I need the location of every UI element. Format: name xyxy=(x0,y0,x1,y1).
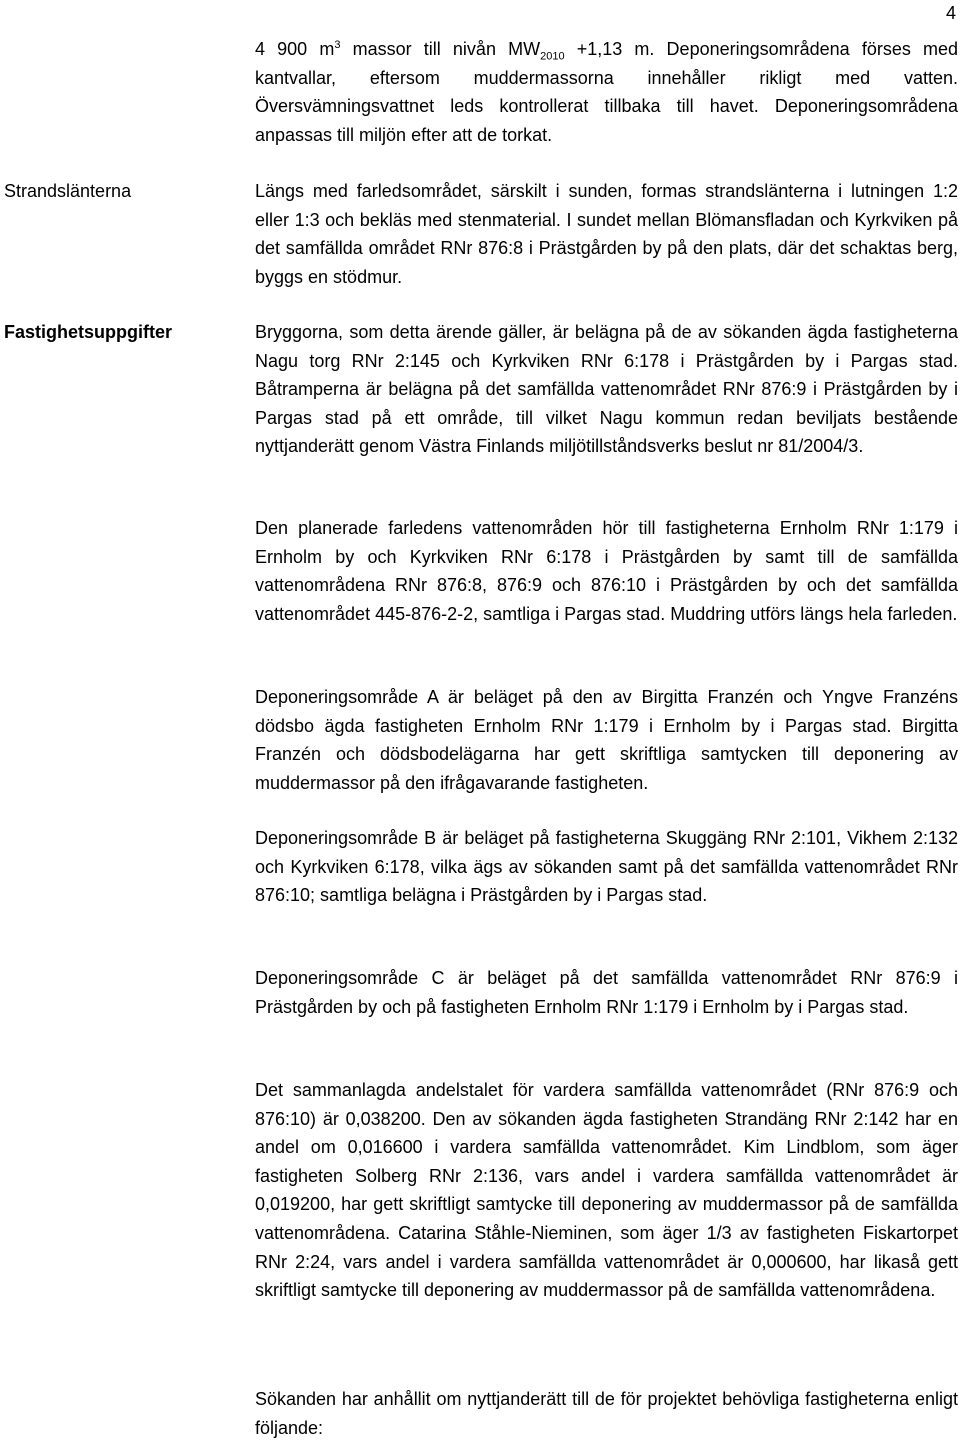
intro-prefix: 4 900 m xyxy=(255,39,335,59)
paragraph-farled: Den planerade farledens vattenområden hör till fastigheterna Ernholm RNr 1:179 i Ernholm by och Kyrkviken RNr 6:178 i Prästgården by samt till de samfällda vattenområdena RNr 876:8, 876:9 och 876:10 i Prästgården by och det samfällda vattenområdet 445-876-2-2, samtliga i Pargas stad. Muddring utförs längs hela farleden. xyxy=(255,518,958,624)
intro-paragraph xyxy=(255,35,958,149)
label-fastighetsuppgifter: Fastighetsuppgifter xyxy=(4,322,173,342)
paragraph-deponering-b: Deponeringsområde B är beläget på fastigheterna Skuggäng RNr 2:101, Vikhem 2:132 och Kyrkviken 6:178, vilka ägs av sökanden samt på det samfällda vattenområdet RNr 876:10; samtliga belägna i Prästgården by i Pargas stad. xyxy=(255,828,958,906)
paragraph-andelstal: Det sammanlagda andelstalet för vardera samfällda vattenområdet (RNr 876:9 och 876:10) är 0,038200. Den av sökanden ägda fastigheten Strandäng RNr 2:142 har en andel om 0,016600 i vardera samfällda vattenområdet. Kim Lindblom, som äger fastigheten Solberg RNr 2:136, vars andel i vardera samfällda vattenområdet är 0,019200, har gett skriftligt samtycke till deponering av muddermassor på de samfällda vattenområdena. Catarina Ståhle-Nieminen, som äger 1/3 av fastigheten Fiskartorpet RNr 2:24, vars andel i vardera samfällda vattenområdet är 0,000600, har likaså gett skriftligt samtycke till deponering av muddermassor på de samfällda vattenområdena. xyxy=(255,1080,958,1301)
paragraph-sokanden: Sökanden har anhållit om nyttjanderätt till de för projektet behövliga fastigheterna enligt följande: xyxy=(255,1389,958,1438)
paragraph-strandslanterna: Längs med farledsområdet, särskilt i sunden, formas strandslänterna i lutningen 1:2 eller 1:3 och bekläs med stenmaterial. I sundet mellan Blömansfladan och Kyrkviken på det samfällda området RNr 876:8 i Prästgården by på den plats, där det schaktas berg, byggs en stödmur. xyxy=(255,181,958,287)
intro-suffix: +1,13 m. Deponeringsområdena förses med kantvallar, eftersom muddermassorna innehåller rikligt med vatten. Översvämningsvattnet leds kontrollerat tillbaka till havet. Deponeringsområdena anpassas till miljön efter att de torkat. xyxy=(255,39,959,145)
paragraph-deponering-c: Deponeringsområde C är beläget på det samfällda vattenområdet RNr 876:9 i Prästgården by och på fastigheten Ernholm RNr 1:179 i Ernholm by i Pargas stad. xyxy=(255,968,958,1017)
intro-sub: 2010 xyxy=(540,50,565,63)
intro-mid: massor till nivån MW xyxy=(340,39,541,59)
label-strandslanterna: Strandslänterna xyxy=(4,181,132,201)
intro-sup: 3 xyxy=(334,39,341,51)
page-number: 4 xyxy=(945,3,956,23)
paragraph-bryggorna: Bryggorna, som detta ärende gäller, är belägna på de av sökanden ägda fastigheterna Nagu torg RNr 2:145 och Kyrkviken RNr 6:178 i Prästgården by i Pargas stad. Båtramperna är belägna på det samfällda vattenområdet RNr 876:9 i Prästgården by i Pargas stad på ett område, till vilket Nagu kommun redan beviljats bestående nyttjanderätt genom Västra Finlands miljötillståndsverks beslut nr 81/2004/3. xyxy=(255,322,958,457)
paragraph-deponering-a: Deponeringsområde A är beläget på den av Birgitta Franzén och Yngve Franzéns dödsbo ägda fastigheten Ernholm RNr 1:179 i Ernholm by i Pargas stad. Birgitta Franzén och dödsbodelägarna har gett skriftliga samtycken till deponering av muddermassor på den ifrågavarande fastigheten. xyxy=(255,687,958,793)
